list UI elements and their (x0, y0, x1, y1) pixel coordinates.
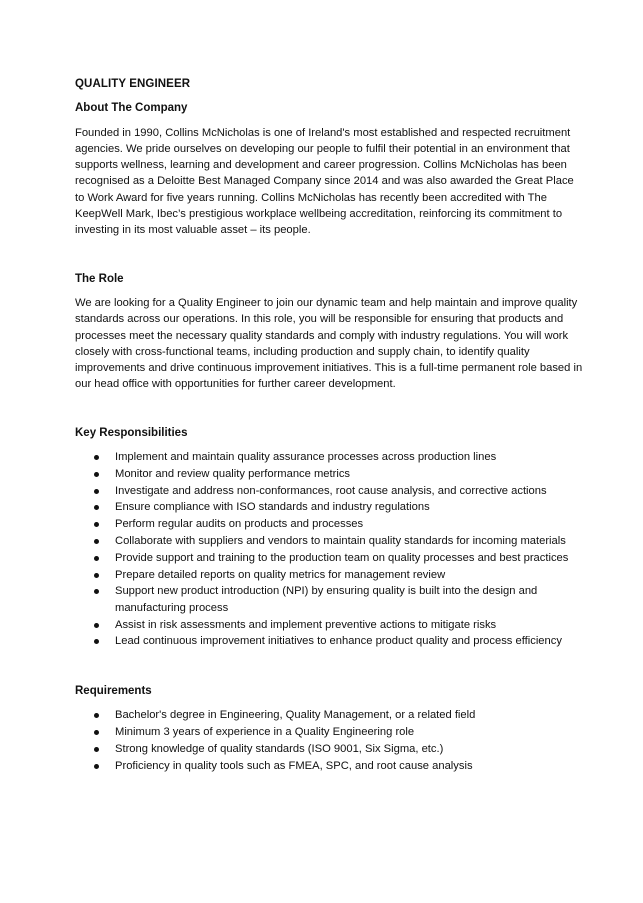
bullet-icon (94, 747, 99, 752)
list-item (75, 724, 583, 740)
document-title: QUALITY ENGINEER (75, 78, 191, 90)
bullet-icon (94, 764, 99, 769)
list-item-text: Minimum 3 years of experience in a Quality Engineering role (115, 726, 415, 739)
spacer (75, 393, 583, 425)
bullet-icon (94, 730, 99, 735)
spacer (75, 650, 583, 683)
requirements-heading: Requirements (75, 685, 152, 698)
bullet-icon (94, 713, 99, 718)
list-item-text: Assist in risk assessments and implement preventive actions to mitigate risks (115, 618, 497, 631)
responsibilities-list (75, 449, 583, 650)
spacer (75, 239, 583, 271)
bullet-icon (94, 556, 99, 561)
bullet-icon (94, 623, 99, 628)
list-item (75, 516, 583, 532)
list-item-text: Proficiency in quality tools such as FMEA, SPC, and root cause analysis (115, 759, 473, 772)
list-item-text: Strong knowledge of quality standards (ISO 9001, Six Sigma, etc.) (115, 743, 444, 755)
bullet-icon (94, 639, 99, 644)
list-item (75, 633, 583, 649)
bullet-icon (94, 573, 99, 578)
list-item (75, 741, 583, 757)
bullet-icon (94, 522, 99, 527)
list-item-text: Bachelor's degree in Engineering, Quality Management, or a related field (115, 709, 476, 722)
list-item-text: Collaborate with suppliers and vendors to maintain quality standards for incoming materials (115, 535, 566, 548)
list-item (75, 583, 583, 616)
list-item (75, 466, 583, 482)
bullet-icon (94, 505, 99, 510)
list-item (75, 550, 583, 566)
list-item (75, 567, 583, 583)
about-heading: About The Company (75, 102, 188, 115)
list-item-text: Support new product introduction (NPI) by ensuring quality is built into the design and manufacturing process (115, 585, 538, 614)
list-item (75, 533, 583, 549)
list-item (75, 499, 583, 515)
list-item-text: Implement and maintain quality assurance processes across production lines (115, 451, 497, 464)
bullet-icon (94, 455, 99, 460)
list-item (75, 707, 583, 723)
list-item-text: Monitor and review quality performance metrics (115, 467, 351, 480)
bullet-icon (94, 489, 99, 494)
list-item-text: Investigate and address non-conformances, root cause analysis, and corrective actions (115, 484, 547, 497)
list-item (75, 758, 583, 774)
list-item-text: Lead continuous improvement initiatives to enhance product quality and process efficiency (115, 635, 562, 648)
bullet-icon (94, 472, 99, 477)
list-item-text: Provide support and training to the production team on quality processes and best practices (115, 551, 569, 564)
list-item-text: Ensure compliance with ISO standards and industry regulations (115, 501, 430, 514)
role-paragraph: We are looking for a Quality Engineer to join our dynamic team and help maintain and improve quality standards across our operations. In this role, you will be responsible for ensuring that products and processes meet the necessary quality standards and comply with industry regulations. You will work closely with cross-functional teams, including production and supply chain, to identify quality improvements and drive continuous improvement initiatives. This is a full-time permanent role based in our head office with opportunities for further career development. (75, 296, 583, 391)
responsibilities-heading: Key Responsibilities (75, 426, 188, 439)
list-item-text: Perform regular audits on products and processes (115, 518, 364, 531)
list-item (75, 449, 583, 465)
list-item (75, 483, 583, 499)
list-item-text: Prepare detailed reports on quality metrics for management review (115, 568, 446, 581)
bullet-icon (94, 539, 99, 544)
requirements-list (75, 707, 583, 774)
bullet-icon (94, 589, 99, 594)
role-heading: The Role (75, 272, 124, 285)
about-paragraph: Founded in 1990, Collins McNicholas is one of Ireland's most established and respected recruitment agencies. We pride ourselves on developing our people to fulfil their potential in an environment that supports wellness, learning and development and career progression. Collins McNicholas has been recognised as a Deloitte Best Managed Company since 2014 and was also awarded the Great Place to Work Award for five years running. Collins McNicholas has recently been accredited with The KeepWell Mark, Ibec’s prestigious workplace wellbeing accreditation, reinforcing its commitment to investing in its most valuable asset – its people. (75, 126, 574, 237)
list-item (75, 617, 583, 633)
